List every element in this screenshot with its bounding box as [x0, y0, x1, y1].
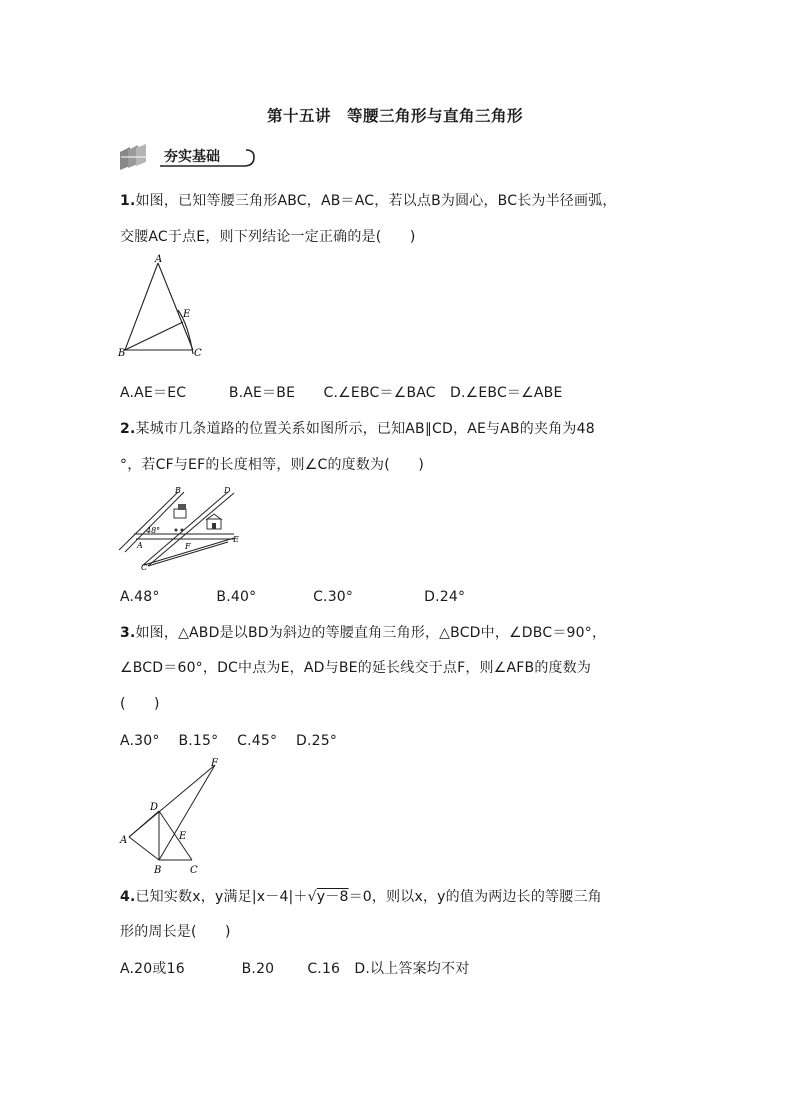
q4-line2: 形的周长是( ): [120, 924, 231, 940]
q3-line2: ∠BCD＝60°，DC中点为E，AD与BE的延长线交于点F，则∠AFB的度数为: [120, 660, 592, 676]
section-label: 夯实基础: [164, 149, 220, 165]
q3-figure: [116, 758, 226, 876]
q3-label-e: E: [179, 831, 187, 842]
books-icon: [118, 144, 154, 170]
q1-line2: 交腰AC于点E，则下列结论一定正确的是( ): [120, 229, 416, 245]
q1-line1: 1.如图，已知等腰三角形ABC，AB＝AC，若以点B为圆心，BC长为半径画弧，: [120, 193, 617, 209]
q2-label-e: E: [233, 535, 239, 544]
q2-label-f: F: [185, 542, 191, 551]
q3-line3: ( ): [120, 696, 160, 712]
sqrt-body: y－8: [316, 889, 349, 905]
q2-label-angle: 48°: [146, 526, 161, 535]
q3-label-c: C: [190, 865, 198, 876]
q1-figure: [114, 252, 214, 364]
q2-options: A.48° B.40° C.30° D.24°: [120, 589, 466, 605]
q1-label-b: B: [118, 348, 126, 359]
section-header: [118, 142, 258, 170]
q4-line1: 4.已知实数x，y满足|x－4|＋√y－8＝0，则以x，y的值为两边长的等腰三角: [120, 889, 602, 905]
q4-options: A.20或16 B.20 C.16 D.以上答案均不对: [120, 961, 470, 977]
q2-label-c: C: [141, 563, 148, 570]
q2-label-d: D: [224, 486, 231, 495]
q1-label-e: E: [183, 309, 191, 320]
q2-label-a: A: [137, 541, 143, 550]
q2-line1: 2.某城市几条道路的位置关系如图所示，已知AB∥CD，AE与AB的夹角为48: [120, 421, 595, 437]
q2-figure: [114, 484, 254, 570]
page-title: 第十五讲 等腰三角形与直角三角形: [266, 106, 523, 125]
q3-label-d: D: [150, 802, 159, 813]
q2-line2: °，若CF与EF的长度相等，则∠C的度数为( ): [120, 457, 424, 473]
q3-options: A.30° B.15° C.45° D.25°: [120, 733, 338, 749]
q1-label-c: C: [194, 348, 202, 359]
q3-label-f: F: [211, 758, 218, 769]
q3-line1: 3.如图，△ABD是以BD为斜边的等腰直角三角形，△BCD中，∠DBC＝90°，: [120, 625, 607, 641]
q1-label-a: A: [155, 254, 163, 265]
q1-options: A.AE＝EC B.AE＝BE C.∠EBC＝∠BAC D.∠EBC＝∠ABE: [120, 385, 563, 401]
q3-label-a: A: [120, 835, 128, 846]
q2-label-b: B: [175, 486, 181, 495]
sqrt-sign: √: [307, 889, 317, 905]
q3-label-b: B: [154, 865, 162, 876]
